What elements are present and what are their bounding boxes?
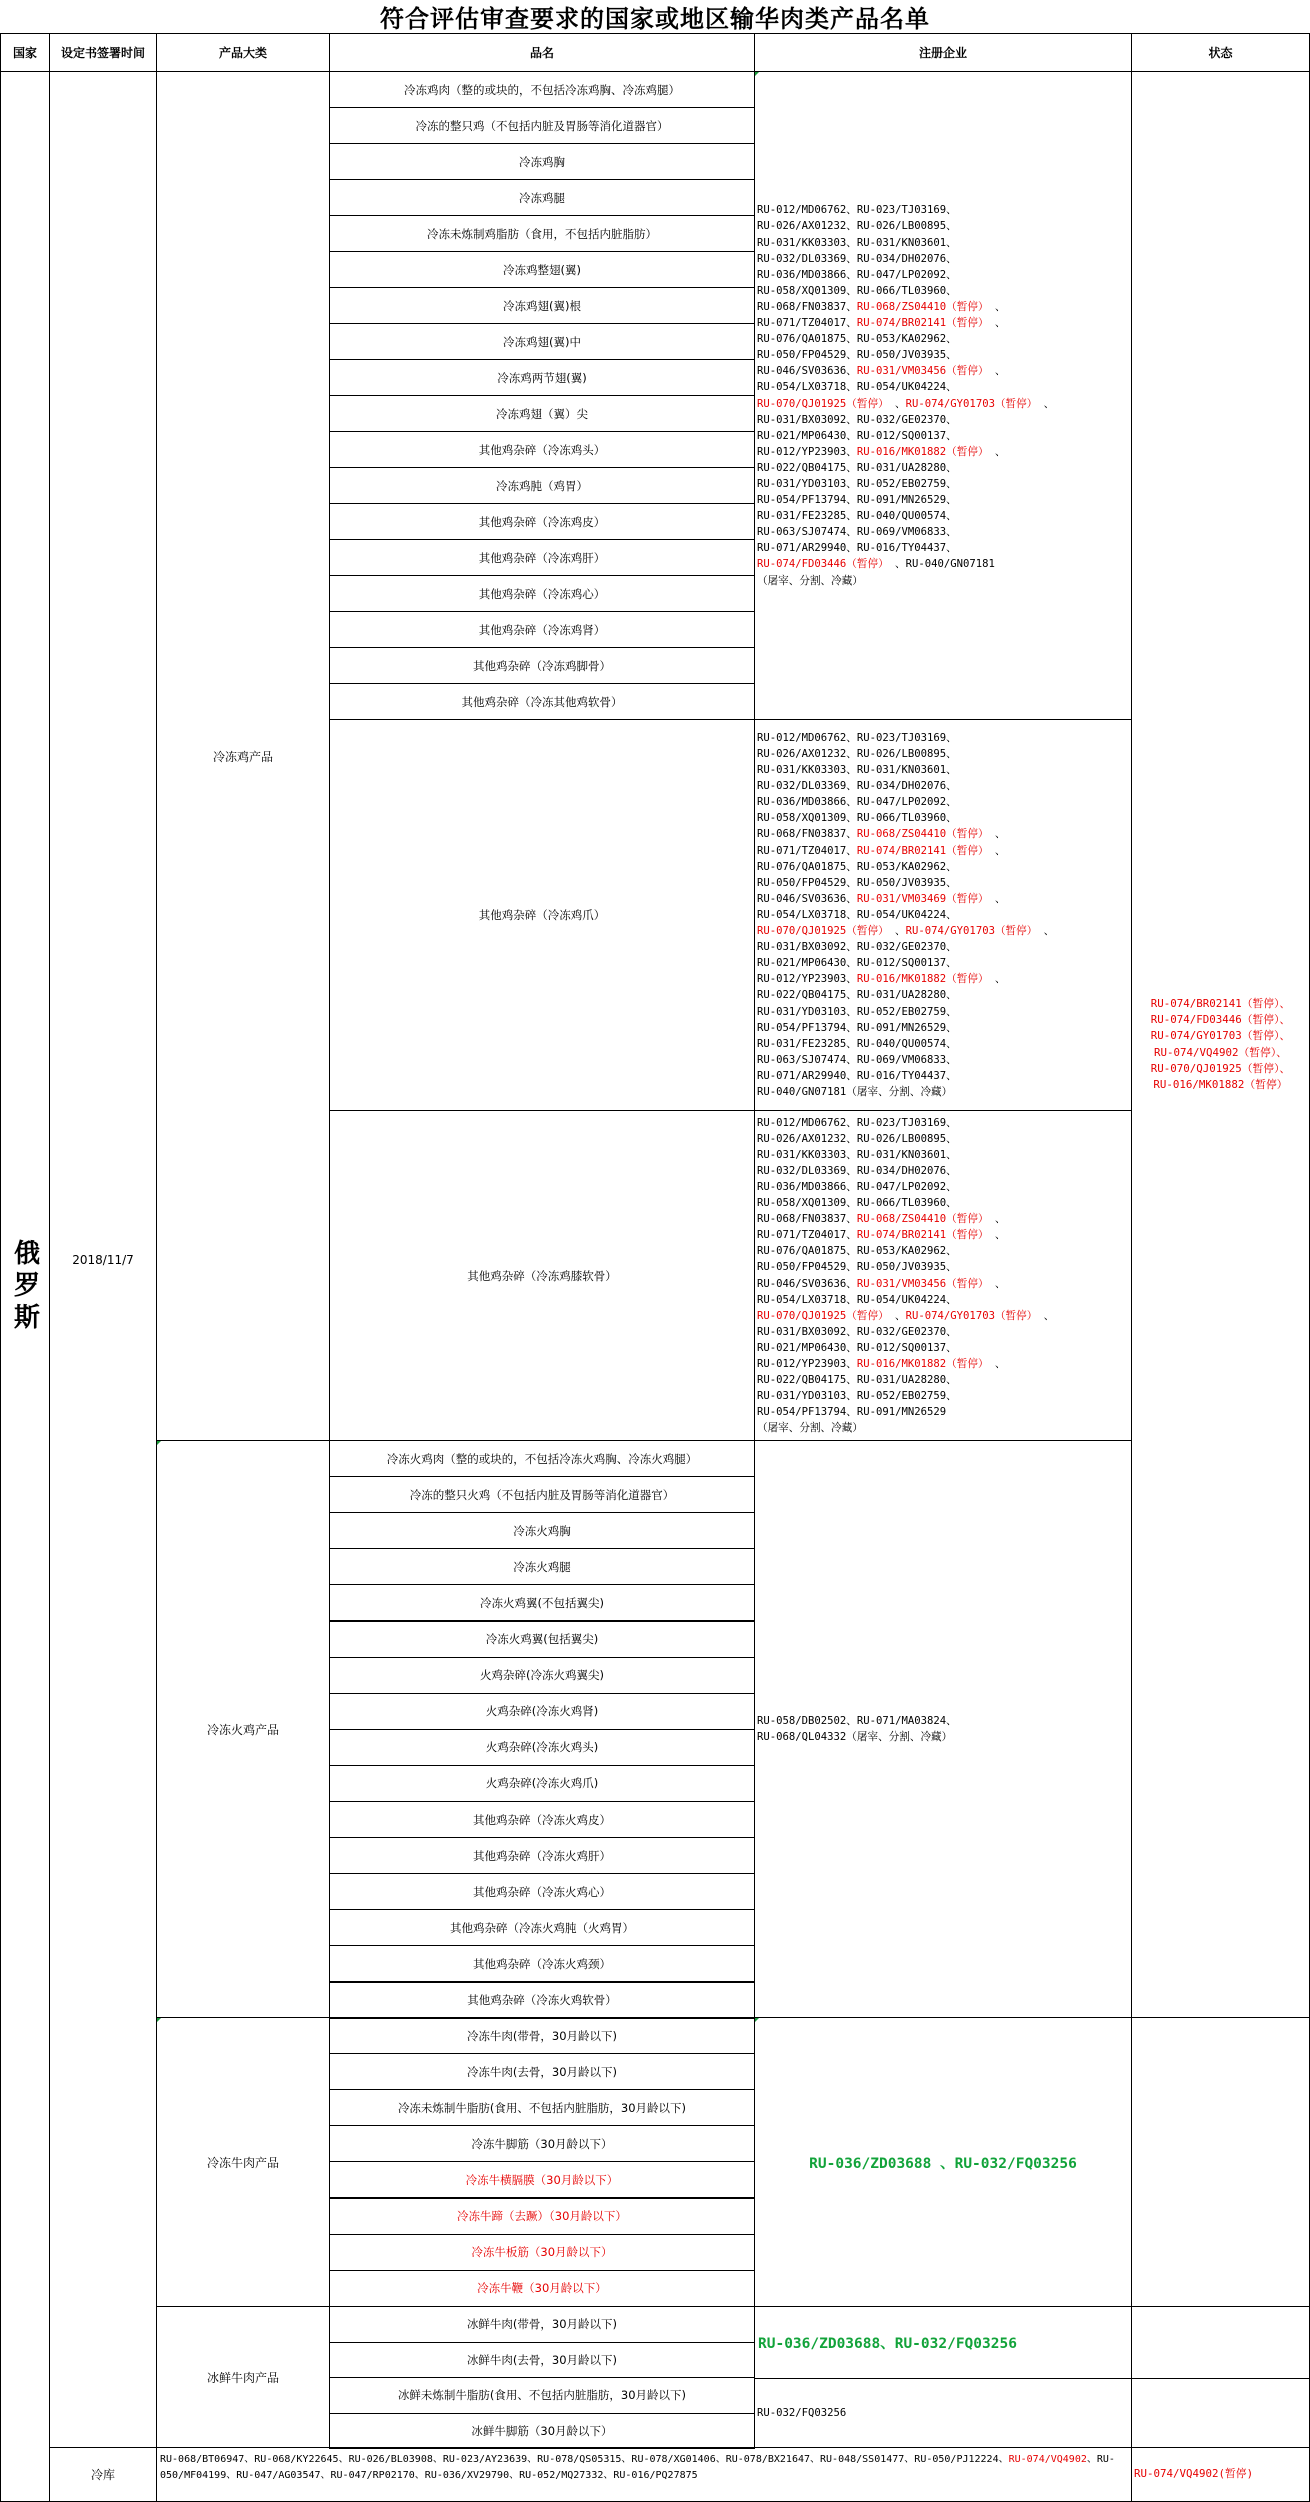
product-chicken-14: 其他鸡杂碎（冷冻鸡肝）: [329, 539, 755, 576]
enterprise-text: RU-046/SV03636、: [757, 1277, 857, 1290]
enterprise-text: 、: [1037, 1309, 1055, 1322]
enterprise-text: RU-032/DL03369、RU-034/DH02076、: [757, 1164, 957, 1177]
enterprise-text: RU-032/DL03369、RU-034/DH02076、: [757, 780, 957, 793]
enterprise-text: 、: [1037, 397, 1055, 410]
cell-marker: [157, 1441, 161, 1445]
cell-marker: [755, 2018, 759, 2022]
product-chicken-7: 冷冻鸡翅(翼)根: [329, 287, 755, 324]
suspended-enterprise: RU-016/MK01882（暂停）: [856, 1357, 989, 1370]
suspended-enterprise: RU-074/BR02141（暂停）: [856, 317, 989, 330]
enterprise-text: （屠宰、分割、冷藏）: [757, 1422, 863, 1435]
product-chicken-18: 其他鸡杂碎（冷冻其他鸡软骨）: [329, 683, 755, 720]
product-chicken-3: 冷冻鸡胸: [329, 143, 755, 180]
product-turkey-12: 其他鸡杂碎（冷冻火鸡肝）: [329, 1837, 755, 1874]
product-chicken-11: 其他鸡杂碎（冷冻鸡头）: [329, 431, 755, 468]
enterprise-text: RU-076/QA01875、RU-053/KA02962、: [757, 333, 957, 346]
cold-storage-status: RU-074/VQ4902(暂停): [1131, 2447, 1310, 2502]
suspended-enterprise: RU-068/ZS04410（暂停）: [856, 1213, 989, 1226]
enterprise-text: RU-031/BX03092、RU-032/GE02370、: [757, 941, 957, 954]
product-turkey-4: 冷冻火鸡腿: [329, 1548, 755, 1585]
status-chilled-beef-b: [1131, 2378, 1310, 2448]
enterprise-text: RU-054/LX03718、RU-054/UK04224、: [757, 381, 957, 394]
enterprise-text: RU-040/GN07181（屠宰、分割、冷藏）: [757, 1085, 953, 1098]
product-frozen-beef-5: 冷冻牛横膈膜（30月龄以下）: [329, 2161, 755, 2198]
enterprise-text: RU-068/FN03837、: [757, 828, 857, 841]
suspended-enterprise: RU-031/VM03456（暂停）: [856, 365, 989, 378]
status-frozen-beef: [1131, 2017, 1310, 2307]
suspended-enterprise: RU-070/QJ01925（暂停）: [757, 1309, 889, 1322]
enterprise-text: RU-031/BX03092、RU-032/GE02370、: [757, 413, 957, 426]
enterprise-text: 、: [988, 844, 1006, 857]
product-chicken-5: 冷冻未炼制鸡脂肪（食用，不包括内脏脂肪）: [329, 215, 755, 252]
status-chicken-turkey: [1131, 71, 1310, 2018]
suspended-enterprise: RU-074/GY01703（暂停）: [905, 925, 1038, 938]
product-chicken-6: 冷冻鸡整翅(翼): [329, 251, 755, 288]
enterprise-text: RU-012/YP23903、: [757, 1357, 857, 1370]
enterprise-text: RU-058/XQ01309、RU-066/TL03960、: [757, 1197, 957, 1210]
enterprise-text: RU-012/MD06762、RU-023/TJ03169、: [757, 204, 957, 217]
enterprise-text: RU-031/KK03303、RU-031/KN03601、: [757, 236, 957, 249]
suspended-enterprise: RU-070/QJ01925（暂停）: [757, 397, 889, 410]
page-title: 符合评估审查要求的国家或地区输华肉类产品名单: [380, 5, 930, 33]
enterprise-text: 、: [888, 397, 906, 410]
enterprise-text: RU-032/DL03369、RU-034/DH02076、: [757, 252, 957, 265]
enterprise-text: 、: [988, 1213, 1006, 1226]
suspended-enterprise: RU-074/BR02141（暂停）: [856, 844, 989, 857]
enterprise-text: RU-021/MP06430、RU-012/SQ00137、: [757, 429, 957, 442]
suspended-enterprise: RU-031/VM03456（暂停）: [856, 1277, 989, 1290]
enterprise-text: RU-031/BX03092、RU-032/GE02370、: [757, 1325, 957, 1338]
product-turkey-11: 其他鸡杂碎（冷冻火鸡皮）: [329, 1801, 755, 1838]
status-suspended-entry: RU-074/VQ4902（暂停）、: [1153, 1045, 1288, 1059]
status-suspended-entry: RU-074/GY01703（暂停）、: [1150, 1029, 1291, 1043]
product-turkey-15: 其他鸡杂碎（冷冻火鸡颈）: [329, 1945, 755, 1982]
enterprise-text: RU-031/FE23285、RU-040/QU00574、: [757, 1037, 957, 1050]
enterprise-text: 、: [988, 973, 1006, 986]
enterprise-text: RU-031/YD03103、RU-052/EB02759、: [757, 1390, 957, 1403]
enterprise-text: RU-071/TZ04017、: [757, 1229, 857, 1242]
enterprises-turkey: [754, 1440, 1132, 2018]
product-chicken-keel-cartilage: 其他鸡杂碎（冷冻鸡膝软骨）: [329, 1110, 755, 1441]
enterprise-text: RU-012/YP23903、: [757, 445, 857, 458]
suspended-enterprise: RU-074/BR02141（暂停）: [856, 1229, 989, 1242]
enterprise-text: RU-071/TZ04017、: [757, 844, 857, 857]
enterprises-frozen-beef: RU-036/ZD03688 、RU-032/FQ03256: [754, 2017, 1132, 2307]
enterprise-text: RU-058/XQ01309、RU-066/TL03960、: [757, 284, 957, 297]
enterprise-text: 、: [1037, 925, 1055, 938]
product-chilled-beef-4: 冰鲜牛脚筋（30月龄以下）: [329, 2413, 755, 2450]
category-chilled-beef: 冰鲜牛肉产品: [156, 2306, 330, 2448]
enterprise-text: 、: [988, 317, 1006, 330]
status-suspended-entry: RU-070/QJ01925（暂停）、: [1150, 1061, 1291, 1075]
product-turkey-13: 其他鸡杂碎（冷冻火鸡心）: [329, 1873, 755, 1910]
product-chicken-4: 冷冻鸡腿: [329, 179, 755, 216]
product-turkey-3: 冷冻火鸡胸: [329, 1512, 755, 1549]
enterprise-text: 、: [888, 925, 906, 938]
enterprise-text: 、: [988, 365, 1006, 378]
enterprises-chilled-beef-a: RU-036/ZD03688、RU-032/FQ03256: [754, 2306, 1132, 2379]
category-turkey: 冷冻火鸡产品: [156, 1440, 330, 2018]
enterprise-text: RU-021/MP06430、RU-012/SQ00137、: [757, 957, 957, 970]
enterprises-chilled-beef-b: [754, 2378, 1132, 2448]
product-chicken-17: 其他鸡杂碎（冷冻鸡脚骨）: [329, 647, 755, 684]
product-frozen-beef-2: 冷冻牛肉(去骨，30月龄以下): [329, 2053, 755, 2090]
enterprise-text: 、: [988, 1229, 1006, 1242]
enterprise-text: 、: [988, 445, 1006, 458]
country-cell: [0, 71, 50, 2502]
product-chicken-8: 冷冻鸡翅(翼)中: [329, 323, 755, 360]
category-frozen-beef: 冷冻牛肉产品: [156, 2017, 330, 2307]
product-frozen-beef-1: 冷冻牛肉(带骨，30月龄以下): [329, 2017, 755, 2054]
enterprise-text: RU-031/FE23285、RU-040/QU00574、: [757, 510, 957, 523]
enterprise-text: RU-068/FN03837、: [757, 300, 857, 313]
enterprise-text: RU-031/YD03103、RU-052/EB02759、: [757, 477, 957, 490]
enterprise-text: RU-031/KK03303、RU-031/KN03601、: [757, 1148, 957, 1161]
product-turkey-5: 冷冻火鸡翼(不包括翼尖): [329, 1584, 755, 1621]
enterprise-text: RU-012/YP23903、: [757, 973, 857, 986]
product-frozen-beef-7: 冷冻牛板筋（30月龄以下）: [329, 2234, 755, 2271]
product-chicken-10: 冷冻鸡翅（翼）尖: [329, 395, 755, 432]
product-chicken-16: 其他鸡杂碎（冷冻鸡肾）: [329, 611, 755, 648]
header-country: 国家: [0, 33, 50, 72]
product-turkey-16: 其他鸡杂碎（冷冻火鸡软骨）: [329, 1982, 755, 2019]
product-chicken-9: 冷冻鸡两节翅(翼): [329, 359, 755, 396]
enterprise-text: 、: [988, 828, 1006, 841]
status-suspended-entry: RU-016/MK01882（暂停）: [1153, 1077, 1288, 1091]
suspended-enterprise: RU-074/GY01703（暂停）: [905, 1309, 1038, 1322]
enterprise-text: 、: [988, 1277, 1006, 1290]
product-turkey-2: 冷冻的整只火鸡（不包括内脏及胃肠等消化道器官）: [329, 1476, 755, 1513]
product-frozen-beef-6: 冷冻牛蹄（去蹶）（30月龄以下）: [329, 2198, 755, 2235]
enterprise-text: RU-071/TZ04017、: [757, 317, 857, 330]
enterprise-text: RU-050/FP04529、RU-050/JV03935、: [757, 876, 957, 889]
enterprise-text: RU-036/MD03866、RU-047/LP02092、: [757, 1180, 957, 1193]
enterprise-text: RU-012/MD06762、RU-023/TJ03169、: [757, 1116, 957, 1129]
enterprise-text: RU-036/MD03866、RU-047/LP02092、: [757, 268, 957, 281]
product-turkey-6: 冷冻火鸡翼(包括翼尖): [329, 1621, 755, 1658]
product-turkey-10: 火鸡杂碎(冷冻火鸡爪): [329, 1765, 755, 1802]
enterprise-text: RU-076/QA01875、RU-053/KA02962、: [757, 860, 957, 873]
product-chicken-15: 其他鸡杂碎（冷冻鸡心）: [329, 575, 755, 612]
enterprise-text: RU-068/QL04332（屠宰、分割、冷藏）: [757, 1731, 953, 1743]
enterprise-text: RU-068/FN03837、: [757, 1213, 857, 1226]
cold-storage-list: [156, 2447, 1132, 2502]
status-suspended-entry: RU-074/BR02141（暂停）、: [1150, 996, 1291, 1010]
category-chicken: 冷冻鸡产品: [156, 71, 330, 1441]
enterprise-text: RU-031/YD03103、RU-052/EB02759、: [757, 1005, 957, 1018]
suspended-enterprise: RU-068/ZS04410（暂停）: [856, 300, 989, 313]
enterprise-text: （屠宰、分割、冷藏）: [757, 574, 863, 587]
enterprise-text: 、: [888, 1309, 906, 1322]
product-chilled-beef-3: 冰鲜未炼制牛脂肪(食用、不包括内脏脂肪，30月龄以下): [329, 2377, 755, 2414]
enterprise-text: RU-022/QB04175、RU-031/UA28280、: [757, 1374, 957, 1387]
product-chicken-12: 冷冻鸡肫（鸡胃）: [329, 467, 755, 504]
product-frozen-beef-3: 冷冻未炼制牛脂肪(食用、不包括内脏脂肪，30月龄以下): [329, 2089, 755, 2126]
product-turkey-1: 冷冻火鸡肉（整的或块的，不包括冷冻火鸡胸、冷冻火鸡腿）: [329, 1440, 755, 1477]
enterprise-text: RU-012/MD06762、RU-023/TJ03169、: [757, 731, 957, 744]
enterprise-text: RU-054/PF13794、RU-091/MN26529、: [757, 1021, 957, 1034]
product-chicken-13: 其他鸡杂碎（冷冻鸡皮）: [329, 503, 755, 540]
enterprise-text: RU-054/PF13794、RU-091/MN26529、: [757, 494, 957, 507]
product-turkey-7: 火鸡杂碎(冷冻火鸡翼尖): [329, 1657, 755, 1694]
sign-date-cell: 2018/11/7: [49, 71, 157, 2448]
enterprise-text: RU-050/FP04529、RU-050/JV03935、: [757, 1261, 957, 1274]
enterprises-chicken-keel: [754, 1110, 1132, 1441]
header-enterprise: 注册企业: [754, 33, 1132, 72]
cold-storage-label: 冷库: [49, 2447, 157, 2502]
enterprise-text: RU-071/AR29940、RU-016/TY04437、: [757, 542, 957, 555]
enterprise-text: RU-046/SV03636、: [757, 365, 857, 378]
suspended-enterprise: RU-068/ZS04410（暂停）: [856, 828, 989, 841]
enterprise-text: RU-063/SJ07474、RU-069/VM06833、: [757, 526, 957, 539]
enterprise-text: RU-054/LX03718、RU-054/UK04224、: [757, 1293, 957, 1306]
header-status: 状态: [1131, 33, 1310, 72]
enterprise-text: RU-036/MD03866、RU-047/LP02092、: [757, 796, 957, 809]
enterprise-text: 、: [988, 300, 1006, 313]
suspended-enterprise: RU-074/FD03446（暂停）: [757, 558, 889, 571]
enterprise-text: RU-026/AX01232、RU-026/LB00895、: [757, 748, 957, 761]
product-chicken-feet: 其他鸡杂碎（冷冻鸡爪）: [329, 719, 755, 1111]
header-category: 产品大类: [156, 33, 330, 72]
suspended-enterprise: RU-016/MK01882（暂停）: [856, 445, 989, 458]
enterprise-text: RU-071/AR29940、RU-016/TY04437、: [757, 1069, 957, 1082]
cold-storage-list-b: 、RU-050/MF04199、RU-047/AG03547、RU-047/RP02170、RU-036/XV29790、RU-052/MQ27332、RU-016/PQ27875: [160, 2454, 1115, 2481]
cold-storage-list-a: RU-068/BT06947、RU-068/KY22645、RU-026/BL03908、RU-023/AY23639、RU-078/QS05315、RU-078/XG01406、RU-078/BX21647、RU-048/SS01477、RU-050/PJ12224、: [160, 2454, 1009, 2465]
enterprise-text: RU-050/FP04529、RU-050/JV03935、: [757, 349, 957, 362]
enterprises-chicken-main: [754, 71, 1132, 720]
enterprise-text: RU-021/MP06430、RU-012/SQ00137、: [757, 1341, 957, 1354]
enterprise-text: RU-026/AX01232、RU-026/LB00895、: [757, 1132, 957, 1145]
enterprise-text: RU-076/QA01875、RU-053/KA02962、: [757, 1245, 957, 1258]
enterprise-text: RU-022/QB04175、RU-031/UA28280、: [757, 989, 957, 1002]
enterprise-text: 、: [988, 892, 1006, 905]
enterprise-text: RU-054/LX03718、RU-054/UK04224、: [757, 908, 957, 921]
enterprise-text: RU-046/SV03636、: [757, 892, 857, 905]
enterprise-text: RU-058/DB02502、RU-071/MA03824、: [757, 1714, 957, 1727]
enterprise-text: 、: [988, 1357, 1006, 1370]
product-frozen-beef-8: 冷冻牛鞭（30月龄以下）: [329, 2270, 755, 2307]
product-chilled-beef-1: 冰鲜牛肉(带骨，30月龄以下): [329, 2306, 755, 2343]
status-chilled-beef-a: [1131, 2306, 1310, 2379]
enterprise-text: RU-031/KK03303、RU-031/KN03601、: [757, 764, 957, 777]
product-chilled-beef-2: 冰鲜牛肉(去骨，30月龄以下): [329, 2342, 755, 2379]
header-sign-date: 设定书签署时间: [49, 33, 157, 72]
suspended-enterprise: RU-074/GY01703（暂停）: [905, 397, 1038, 410]
status-suspended-entry: RU-074/FD03446（暂停）、: [1150, 1013, 1291, 1027]
product-chicken-2: 冷冻的整只鸡（不包括内脏及胃肠等消化道器官）: [329, 107, 755, 144]
country-name: 俄罗斯: [9, 1238, 40, 1335]
enterprise-text: RU-058/XQ01309、RU-066/TL03960、: [757, 812, 957, 825]
enterprise-text: RU-063/SJ07474、RU-069/VM06833、: [757, 1053, 957, 1066]
enterprises-chicken-feet: [754, 719, 1132, 1111]
product-frozen-beef-4: 冷冻牛脚筋（30月龄以下）: [329, 2125, 755, 2162]
suspended-enterprise: RU-031/VM03469（暂停）: [856, 892, 989, 905]
enterprise-text: RU-022/QB04175、RU-031/UA28280、: [757, 461, 957, 474]
product-turkey-8: 火鸡杂碎(冷冻火鸡肾): [329, 1693, 755, 1730]
product-chicken-1: 冷冻鸡肉（整的或块的，不包括冷冻鸡胸、冷冻鸡腿）: [329, 71, 755, 108]
suspended-enterprise: RU-016/MK01882（暂停）: [856, 973, 989, 986]
cold-storage-suspended: RU-074/VQ4902: [1008, 2454, 1087, 2465]
enterprise-text: RU-026/AX01232、RU-026/LB00895、: [757, 220, 957, 233]
enterprise-text: 、RU-040/GN07181: [888, 558, 995, 571]
cell-marker: [157, 2018, 161, 2022]
cell-marker: [755, 72, 759, 76]
header-product: 品名: [329, 33, 755, 72]
product-turkey-14: 其他鸡杂碎（冷冻火鸡肫（火鸡胃）: [329, 1909, 755, 1946]
suspended-enterprise: RU-070/QJ01925（暂停）: [757, 925, 889, 938]
enterprise-text: RU-054/PF13794、RU-091/MN26529: [757, 1406, 947, 1419]
enterprises-chilled-beef-b-text: RU-032/FQ03256: [757, 2406, 847, 2419]
product-turkey-9: 火鸡杂碎(冷冻火鸡头): [329, 1729, 755, 1766]
